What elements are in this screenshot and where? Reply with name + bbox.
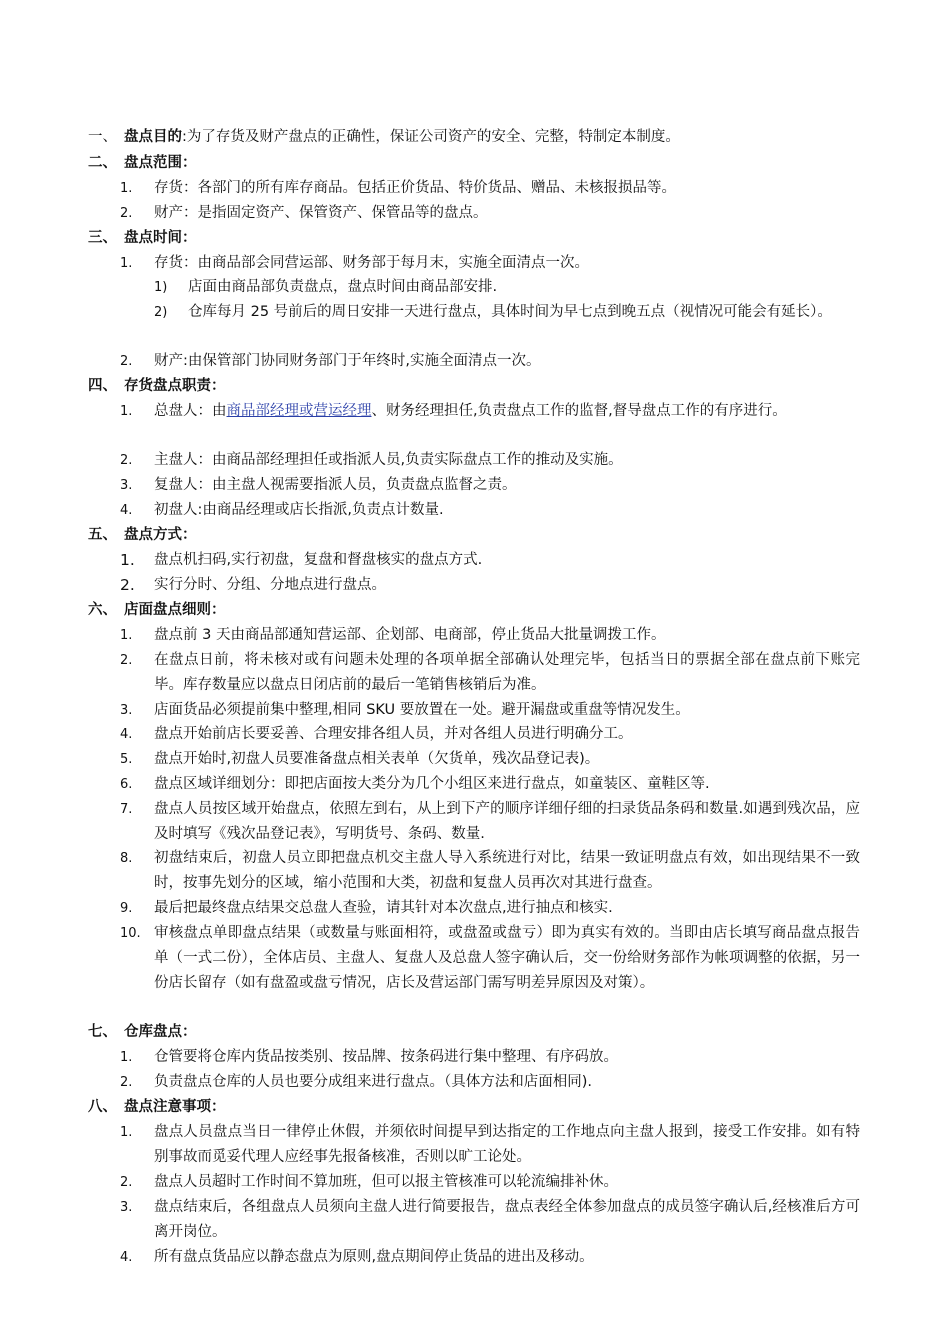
section-title: 盘点目的	[124, 129, 182, 145]
section-title: 盘点注意事项：	[124, 1099, 226, 1115]
section-number: 六、	[88, 602, 117, 618]
section-number: 三、	[88, 230, 117, 246]
section-title: 仓库盘点：	[124, 1024, 197, 1040]
section-number: 八、	[88, 1099, 117, 1115]
section-title: 存货盘点职责：	[124, 378, 226, 394]
section-number: 五、	[88, 527, 117, 543]
section-number: 一、	[88, 129, 117, 145]
section-number: 四、	[88, 378, 117, 394]
section-title: 盘点时间：	[124, 230, 197, 246]
section-title: 盘点范围：	[124, 155, 197, 171]
section-title: 盘点方式：	[124, 527, 197, 543]
section-number: 七、	[88, 1024, 117, 1040]
section-number: 二、	[88, 155, 117, 171]
section-text: :为了存货及财产盘点的正确性，保证公司资产的安全、完整，特制定本制度。	[182, 129, 680, 145]
section-title: 店面盘点细则：	[124, 602, 226, 618]
hyperlink[interactable]: 商品部经理或营运经理	[226, 403, 372, 419]
